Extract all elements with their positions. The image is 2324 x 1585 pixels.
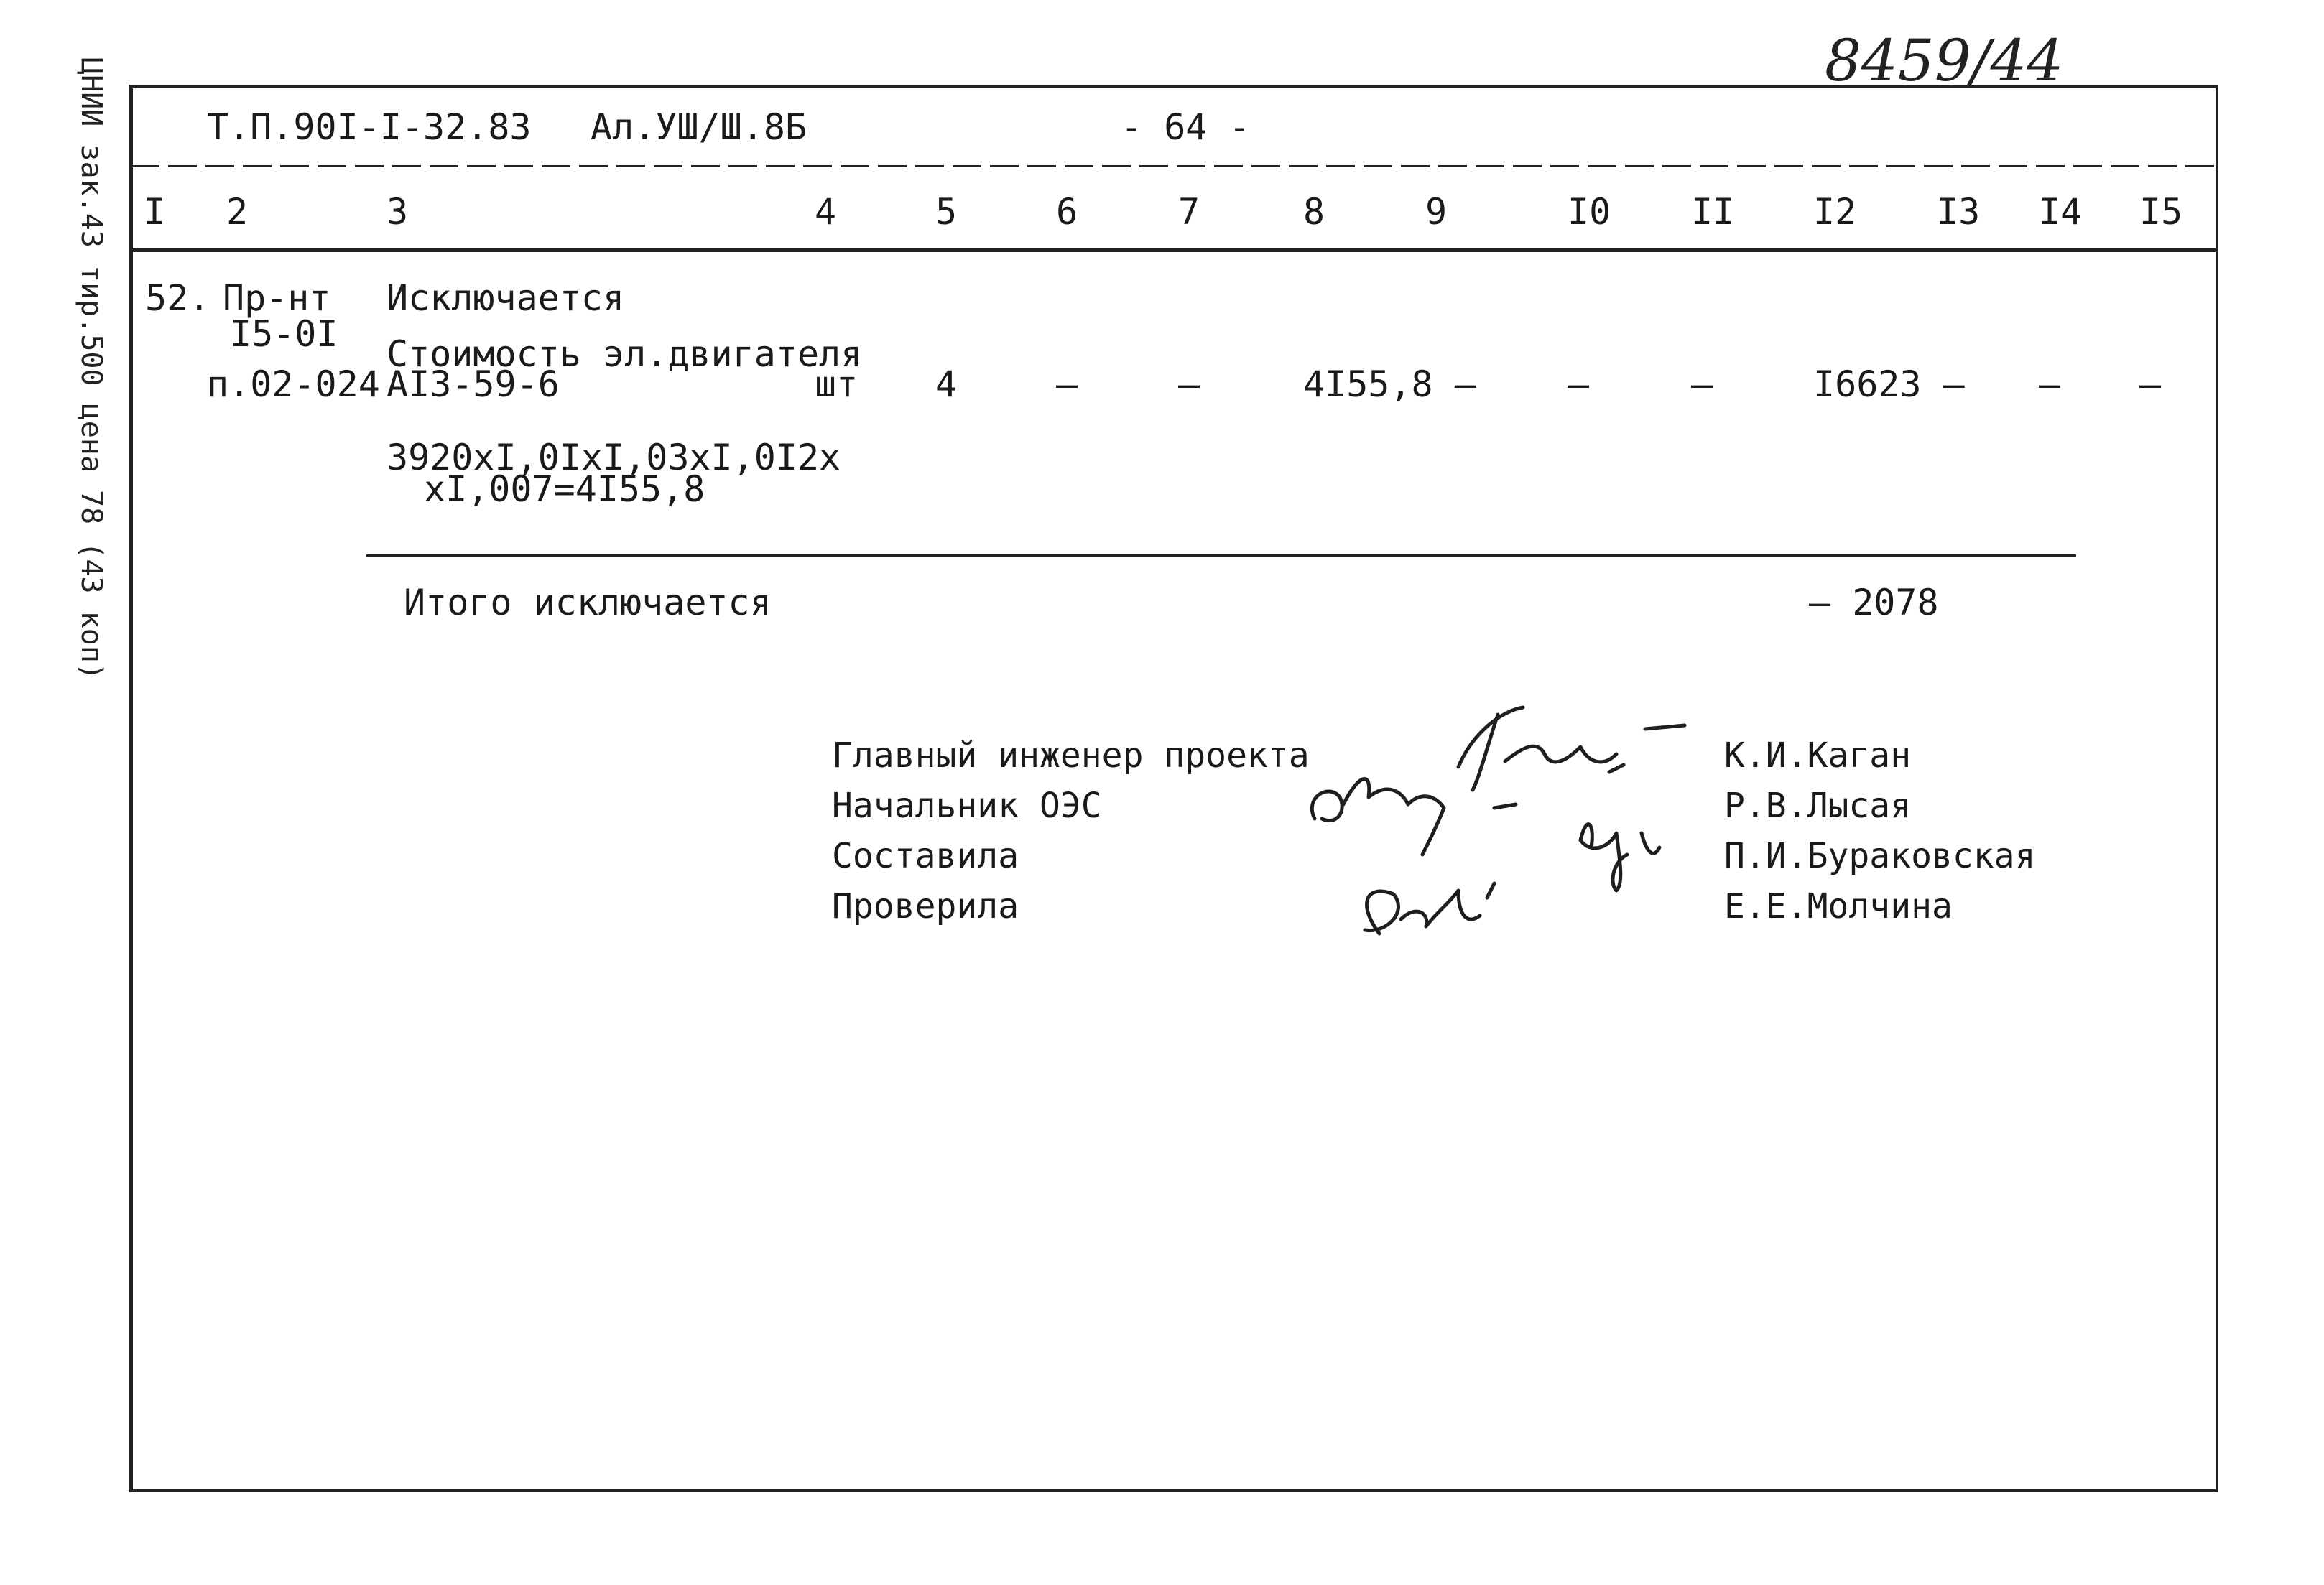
col-header: I3 xyxy=(1937,191,1981,233)
signature-name: Р.В.Лысая xyxy=(1724,786,1912,826)
row-total-cost: I6623 – xyxy=(1813,363,1965,405)
col-header: I4 xyxy=(2039,191,2083,233)
row-col10: – xyxy=(1568,363,1590,405)
signature-role: Проверила xyxy=(832,886,1019,926)
page-number: - 64 - xyxy=(1121,106,1251,148)
column-header-rule xyxy=(131,248,2217,252)
handwritten-archive-number: 8459/44 xyxy=(1825,27,2064,94)
signature-name: К.И.Каган xyxy=(1724,735,1912,776)
row-description-line-2: АI3-59-6 xyxy=(386,363,560,405)
row-calculation-line-2: хI,007=4I55,8 xyxy=(424,468,705,510)
row-col14: – xyxy=(2039,363,2061,405)
col-header: 4 xyxy=(815,191,837,233)
signature-name: П.И.Бураковская xyxy=(1724,836,2036,876)
row-code-line-3: п.02-024 xyxy=(207,363,380,405)
row-number: 52. xyxy=(145,277,210,319)
header-rule xyxy=(131,165,2217,167)
col-header: 6 xyxy=(1056,191,1078,233)
col-header: I2 xyxy=(1813,191,1857,233)
col-header: I xyxy=(144,191,166,233)
total-label: Итого исключается xyxy=(404,582,772,623)
row-code-line-2: I5-0I xyxy=(230,313,338,355)
col-header: II xyxy=(1691,191,1735,233)
col-header: 2 xyxy=(226,191,249,233)
row-col7: – xyxy=(1178,363,1200,405)
col-header: 3 xyxy=(386,191,409,233)
row-col6: – xyxy=(1056,363,1078,405)
row-description-line-1: Стоимость эл.двигателя xyxy=(386,333,863,375)
signature-name: Е.Е.Молчина xyxy=(1724,886,1953,926)
col-header: I0 xyxy=(1568,191,1611,233)
col-header: 9 xyxy=(1425,191,1448,233)
row-status: Исключается xyxy=(386,277,625,319)
row-calculation-line-1: 3920хI,0IхI,03хI,0I2х xyxy=(386,437,841,478)
col-header: 7 xyxy=(1178,191,1200,233)
signature-role: Начальник ОЭС xyxy=(832,786,1102,826)
signature-role: Составила xyxy=(832,836,1019,876)
total-value: – 2078 xyxy=(1809,582,1939,623)
row-quantity: 4 xyxy=(935,363,958,405)
col-header: 5 xyxy=(935,191,958,233)
signature-role: Главный инженер проекта xyxy=(832,735,1310,776)
album-code: Ал.УШ/Ш.8Б xyxy=(591,106,807,148)
margin-print-note: ЦНИИ зак.43 тир.500 цена 78 (43 коп) xyxy=(75,57,108,680)
row-unit: шт xyxy=(815,363,858,405)
total-rule xyxy=(366,554,2076,557)
col-header: I5 xyxy=(2139,191,2183,233)
row-unit-cost: 4I55,8 – xyxy=(1303,363,1476,405)
col-header: 8 xyxy=(1303,191,1325,233)
row-code-line-1: Пр-нт xyxy=(223,277,331,319)
row-col15: – xyxy=(2139,363,2162,405)
doc-code: Т.П.90I-I-32.83 xyxy=(207,106,532,148)
row-col11: – xyxy=(1691,363,1713,405)
